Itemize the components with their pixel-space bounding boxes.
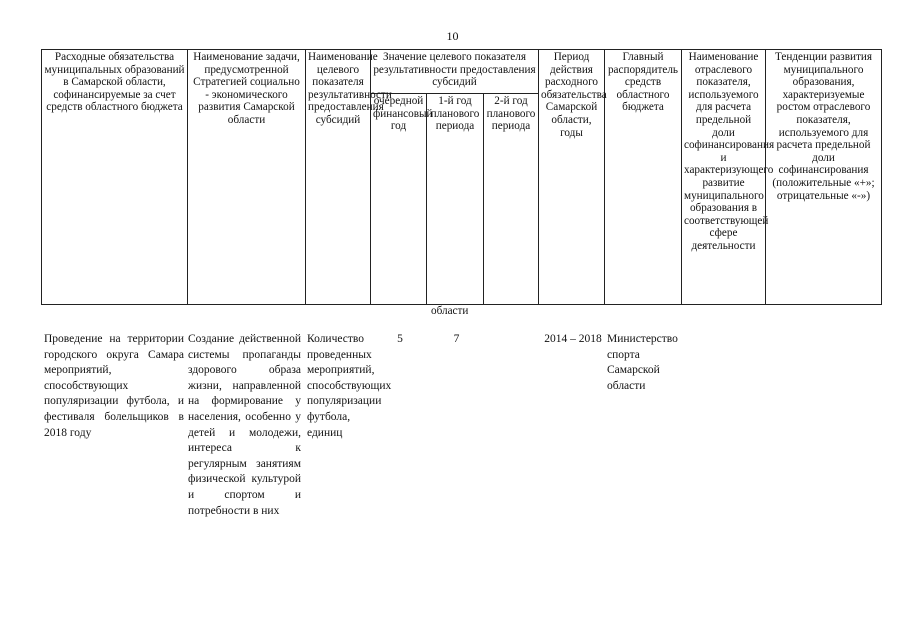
cell-value-year1: 7 [453,333,460,345]
cell-indicator: Количество проведенных мероприятий, способствующих популяризации футбола, единиц [307,333,392,439]
header-period: Период действия расходного обязательства Самарской области, годы [539,50,605,305]
header-current-year: очередной финансовый год [371,94,427,305]
header-plan-year-1: 1-й год планового периода [427,94,484,305]
header-obligations: Расходные обязательства муниципальных образований в Самарской области, софинансируемые за счет средств областного бюджета [42,50,188,305]
table-header [41,49,882,305]
header-manager: Главный распорядитель средств областного бюджета [605,50,682,305]
cell-value-current: 5 [397,333,403,345]
cell-period: 2014 – 2018 [544,333,602,345]
cell-task: Создание действенной системы пропаганды здорового образа жизни, направленной на формирование у населения, особенно у детей и молодежи, интереса к регулярным занятиям физической культурой и спортом и потребности в них [188,333,301,517]
header-overflow-text: области [431,305,469,317]
cell-obligation: Проведение на территории городского округа Самара мероприятий, способствующих популяризации футбола, и фестиваля болельщиков в 2018 году [44,333,184,439]
header-trend: Тенденции развития муниципального образования, характеризуемые ростом отраслевого показателя, используемого для расчета предельной доли софинансирования (положительные «+»; отрицательные «-») [766,50,882,305]
header-sector-indicator: Наименование отраслевого показателя, используемого для расчета предельной доли софинансирования и характеризующего развитие муниципального образования в соответствующей сфере деятельности [682,50,766,305]
header-target-value: Значение целевого показателя результативности предоставления субсидий [371,50,539,94]
page-number: 10 [446,29,459,43]
header-indicator: Наименование целевого показателя результативности предоставления субсидий [306,50,371,305]
header-plan-year-2: 2-й год планового периода [484,94,539,305]
cell-manager: Министерство спорта Самарской области [607,333,678,392]
header-task: Наименование задачи, предусмотренной Стратегией социально - экономического развития Самарской области [188,50,306,305]
